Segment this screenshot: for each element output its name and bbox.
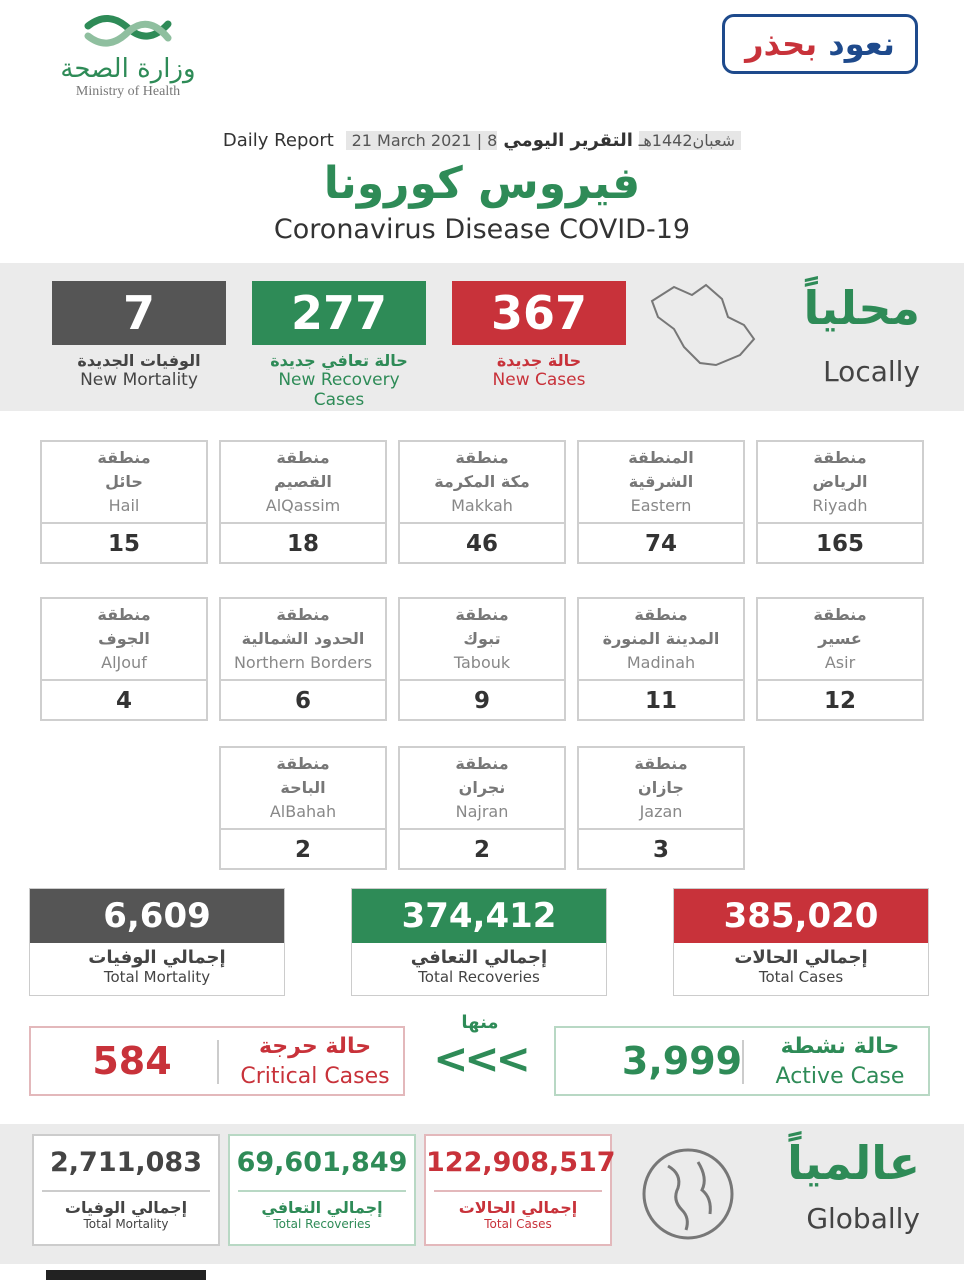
region-name-ar: الرياض [812,472,868,491]
total-recoveries-value: 374,412 [352,889,606,943]
region-name-en: Northern Borders [233,653,373,672]
region-value: 18 [221,522,385,562]
global-mortality-label-en: Total Mortality [83,1217,169,1231]
total-mortality-label-en: Total Mortality [103,968,211,986]
ministry-emblem-icon [68,6,188,54]
region-card-northern-borders [219,597,387,721]
new-mortality-value: 7 [52,281,226,345]
global-cases-value: 122,908,517 [426,1147,616,1178]
region-name-ar: الباحة [280,778,326,797]
new-cases-stat [452,281,626,390]
saudi-map-icon [644,277,760,373]
region-name-en: Najran [455,802,509,821]
region-card-tabouk [398,597,566,721]
region-card-aljouf [40,597,208,721]
region-name-ar: المدينة المنورة [602,629,720,648]
critical-cases-label-en: Critical Cases [240,1064,390,1089]
region-name-ar: مكة المكرمة [434,472,530,491]
region-value: 2 [400,828,564,868]
active-cases-card [554,1026,930,1096]
region-name-en: Hail [108,496,140,515]
critical-cases-card [29,1026,405,1096]
region-value: 4 [42,679,206,719]
region-prefix: منطقة [455,448,509,467]
region-name-ar: الجوف [98,629,150,648]
region-card-najran [398,746,566,870]
global-recoveries-label-en: Total Recoveries [273,1217,371,1231]
region-name-en: AlJouf [101,653,147,672]
total-mortality-card [29,888,285,996]
arrows-left-icon: <<< [433,1034,527,1083]
divider [217,1040,219,1084]
region-card-jazan [577,746,745,870]
region-name-en: Makkah [451,496,513,515]
report-line [0,130,964,151]
new-mortality-label-ar: الوفيات الجديدة [77,351,201,370]
region-name-en: Eastern [630,496,692,515]
total-recoveries-label-ar: إجمالي التعافي [410,947,548,968]
region-value: 9 [400,679,564,719]
region-value: 15 [42,522,206,562]
region-name-ar: تبوك [463,629,501,648]
new-cases-value: 367 [452,281,626,345]
new-cases-label-ar: حالة جديدة [496,351,582,370]
globally-title-en: Globally [806,1202,920,1235]
region-name-en: Jazan [639,802,683,821]
region-value: 74 [579,522,743,562]
campaign-badge [722,8,920,76]
region-name-en: AlBahah [269,802,337,821]
locally-section [0,263,964,411]
region-name-en: Madinah [626,653,696,672]
region-name-en: Asir [824,653,856,672]
region-value: 46 [400,522,564,562]
ministry-name-en: Ministry of Health [75,84,181,99]
region-name-en: AlQassim [265,496,341,515]
region-name-en: Riyadh [812,496,868,515]
report-label-en: Daily Report [222,130,334,151]
region-prefix: منطقة [634,605,688,624]
region-prefix: منطقة [813,448,867,467]
of-which-label: منها [461,1012,499,1033]
region-card-albahah [219,746,387,870]
region-prefix: منطقة [276,754,330,773]
badge-word-2: بحذر [745,25,818,63]
divider [238,1190,406,1192]
region-name-ar: نجران [458,778,506,797]
active-cases-label-ar: حالة نشطة [780,1034,900,1059]
region-name-ar: جازان [638,778,684,797]
active-cases-value: 3,999 [621,1039,743,1083]
new-recovery-label-en: New Recovery Cases [278,370,400,410]
region-value: 2 [221,828,385,868]
new-mortality-stat [52,281,226,390]
critical-cases-label-ar: حالة حرجة [258,1034,372,1059]
region-value: 3 [579,828,743,868]
region-prefix: منطقة [455,605,509,624]
report-label-ar: التقرير اليومي [503,130,633,151]
region-prefix: منطقة [97,605,151,624]
region-card-madinah [577,597,745,721]
active-cases-label-en: Active Case [775,1064,905,1089]
total-cases-card [673,888,929,996]
ministry-logo [48,6,208,106]
divider [42,1190,210,1192]
locally-title-en: Locally [823,355,920,388]
global-recoveries-value: 69,601,849 [236,1147,408,1178]
total-mortality-value: 6,609 [30,889,284,943]
region-prefix: منطقة [97,448,151,467]
global-cases-label-ar: إجمالي الحالات [458,1198,578,1217]
new-cases-label-en: New Cases [492,370,586,390]
globe-icon [638,1144,738,1244]
region-card-asir [756,597,924,721]
region-prefix: منطقة [634,754,688,773]
global-cases-card [424,1134,616,1246]
region-name-ar: القصيم [274,472,332,491]
locally-title-ar: محلياً [803,281,920,335]
new-recovery-stat [252,281,426,410]
ministry-name-ar: وزارة الصحة [60,54,196,84]
region-card-alqassim [219,440,387,564]
footer-bar [46,1270,206,1280]
region-value: 165 [758,522,922,562]
total-cases-value: 385,020 [674,889,928,943]
region-prefix: منطقة [276,605,330,624]
total-mortality-label-ar: إجمالي الوفيات [88,947,226,968]
page-title-en: Coronavirus Disease COVID-19 [273,214,691,245]
region-value: 12 [758,679,922,719]
region-prefix: منطقة [276,448,330,467]
global-recoveries-card [228,1134,416,1246]
region-value: 6 [221,679,385,719]
divider [742,1040,744,1084]
total-recoveries-label-en: Total Recoveries [418,968,540,986]
region-value: 11 [579,679,743,719]
region-card-eastern [577,440,745,564]
region-card-hail [40,440,208,564]
region-name-ar: الشرقية [628,472,694,491]
total-recoveries-card [351,888,607,996]
new-mortality-label-en: New Mortality [80,370,198,390]
region-name-ar: عسير [818,629,862,648]
new-recovery-label-ar: حالة تعافي جديدة [270,351,408,370]
region-name-ar: حائل [105,472,143,491]
region-prefix: المنطقة [628,448,694,467]
region-prefix: منطقة [813,605,867,624]
global-cases-label-en: Total Cases [484,1217,552,1231]
critical-cases-value: 584 [92,1039,172,1083]
divider [434,1190,602,1192]
global-mortality-value: 2,711,083 [49,1147,203,1178]
badge-word-1: نعود [828,25,895,63]
region-prefix: منطقة [455,754,509,773]
total-cases-label-ar: إجمالي الحالات [734,947,868,968]
globally-title-ar: عالمياً [787,1136,920,1190]
global-mortality-card [32,1134,220,1246]
new-recovery-value: 277 [252,281,426,345]
report-date: 21 March 2021 | 8شعبان1442هـ [346,131,742,150]
globally-section [0,1124,964,1264]
total-cases-label-en: Total Cases [758,968,844,986]
global-mortality-label-ar: إجمالي الوفيات [64,1198,188,1217]
region-card-makkah [398,440,566,564]
global-recoveries-label-ar: إجمالي التعافي [261,1198,383,1217]
region-card-riyadh [756,440,924,564]
region-name-ar: الحدود الشمالية [241,629,365,648]
region-name-en: Tabouk [453,653,511,672]
page-title-ar: فيروس كورونا [323,158,641,209]
